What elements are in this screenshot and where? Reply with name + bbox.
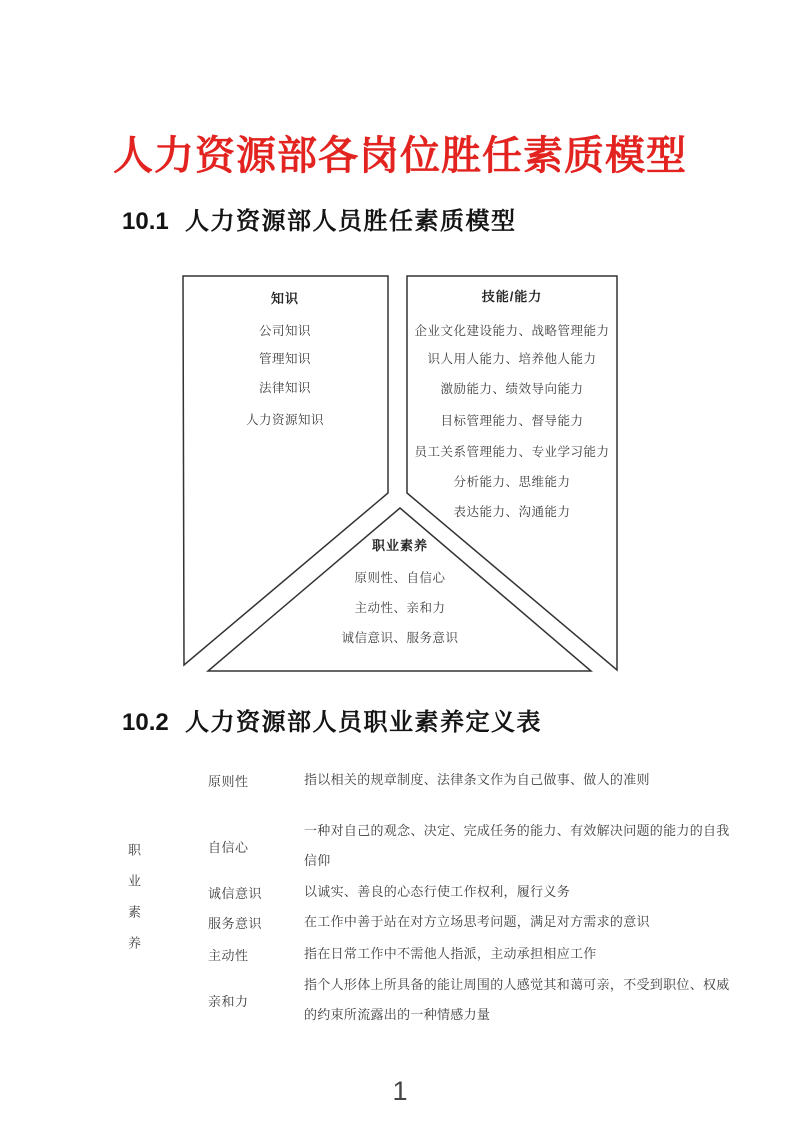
- definition-cell: [304, 907, 720, 937]
- professional-item: 主动性、亲和力: [354, 601, 446, 615]
- term-cell: 原则性: [208, 773, 249, 789]
- definition-row: [208, 877, 720, 907]
- skills-item: 分析能力、思维能力: [453, 475, 571, 489]
- definition-line: 一种对自己的观念、决定、完成任务的能力、有效解决问题的能力的自我: [304, 823, 730, 838]
- definition-line: 信仰: [304, 853, 331, 868]
- section-number: 10.2: [122, 709, 169, 736]
- skills-item: 目标管理能力、督导能力: [440, 414, 584, 428]
- professional-column: [270, 275, 530, 673]
- definition-line: 以诚实、善良的心态行使工作权利，履行义务: [304, 884, 571, 899]
- knowledge-item: 法律知识: [258, 381, 311, 395]
- section-number: 10.1: [122, 208, 169, 235]
- section-heading-10-1: [122, 207, 517, 237]
- skills-header: 技能/能力: [481, 289, 543, 304]
- definition-cell: [304, 877, 720, 907]
- definition-cell: [304, 765, 720, 795]
- definition-line: 指在日常工作中不需他人指派，主动承担相应工作: [304, 946, 597, 961]
- definition-line: 的约束所流露出的一种情感力量: [304, 1007, 491, 1022]
- knowledge-item: 人力资源知识: [245, 413, 324, 427]
- term-cell: 服务意识: [208, 915, 263, 931]
- term-cell: 自信心: [208, 839, 249, 855]
- definition-line: 指以相关的规章制度、法律条文作为自己做事、做人的准则: [304, 772, 650, 787]
- definition-row: [208, 816, 730, 876]
- definition-row: [208, 970, 730, 1030]
- term-cell: 亲和力: [208, 993, 249, 1009]
- definition-line: 指个人形体上所具备的能让周围的人感觉其和蔼可亲，不受到职位、权威: [304, 977, 730, 992]
- skills-item: 表达能力、沟通能力: [453, 505, 571, 519]
- definition-cell: [304, 939, 720, 969]
- section-heading-10-2: [122, 708, 542, 738]
- professional-header: 职业素养: [371, 538, 428, 553]
- table-group-label: 职业素养: [126, 843, 141, 967]
- page-title: 人力资源部各岗位胜任素质模型: [113, 134, 687, 178]
- section-title: 人力资源部人员职业素养定义表: [185, 709, 542, 736]
- section-title: 人力资源部人员胜任素质模型: [185, 208, 517, 235]
- competency-model-diagram: [182, 275, 618, 673]
- definition-cell: [304, 970, 730, 1030]
- page-number: 1: [392, 1076, 408, 1106]
- skills-item: 员工关系管理能力、专业学习能力: [414, 445, 610, 459]
- definition-row: [208, 765, 720, 795]
- knowledge-header: 知识: [270, 291, 299, 306]
- definition-cell: [304, 816, 730, 876]
- definition-line: 在工作中善于站在对方立场思考问题，满足对方需求的意识: [304, 914, 650, 929]
- term-cell: 诚信意识: [208, 885, 263, 901]
- skills-item: 企业文化建设能力、战略管理能力: [414, 324, 610, 338]
- skills-item: 激励能力、绩效导向能力: [440, 382, 584, 396]
- skills-item: 识人用人能力、培养他人能力: [427, 352, 597, 366]
- knowledge-item: 公司知识: [258, 324, 311, 338]
- term-cell: 主动性: [208, 947, 249, 963]
- professional-item: 原则性、自信心: [354, 571, 446, 585]
- professional-item: 诚信意识、服务意识: [341, 631, 459, 645]
- knowledge-item: 管理知识: [258, 352, 311, 366]
- definition-row: [208, 939, 720, 969]
- definition-row: [208, 907, 720, 937]
